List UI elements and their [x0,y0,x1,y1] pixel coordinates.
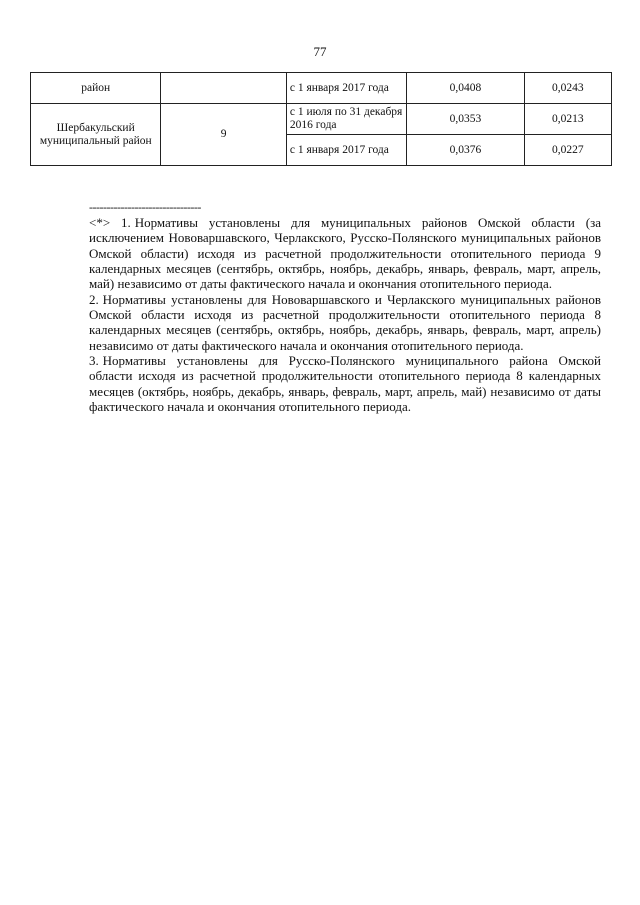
table-row [31,104,612,135]
value1-cell: 0,0376 [407,135,524,166]
value2-cell: 0,0227 [524,135,611,166]
value2-cell: 0,0213 [524,104,611,135]
value1-cell: 0,0353 [407,104,524,135]
footnotes [89,200,601,414]
footnote-3 [89,353,601,414]
footnote-text: Нормативы установлены для Русско-Полянского муниципального района Омской области исходя из расчетной продолжительности отопительного периода 8 календарных месяцев (октябрь, ноябрь, декабрь, январь, февраль, март, апрель, май) независимо от даты фактического начала и окончания отопительного периода. [89,353,601,415]
footnote-marker: 3. [89,353,99,369]
footnote-separator: -------------------------------- [89,200,201,214]
months-cell: 9 [161,104,286,166]
district-cell: Шербакульский муниципальный район [31,104,161,166]
footnote-text: Нормативы установлены для Нововаршавского и Черлакского муниципальных районов Омской области исходя из расчетной продолжительности отопительного периода 8 календарных месяцев (сентябрь, октябрь, ноябрь, декабрь, январь, февраль, март, апрель) независимо от даты фактического начала и окончания отопительного периода. [89,291,601,353]
footnote-marker: <*> 1. [89,215,131,231]
months-cell [161,73,286,104]
period-cell: с 1 января 2017 года [286,135,406,166]
norms-table [30,72,612,166]
district-cell: район [31,73,161,104]
table-row [31,73,612,104]
value1-cell: 0,0408 [407,73,524,104]
footnote-text: Нормативы установлены для муниципальных районов Омской области (за исключением Нововаршавского, Черлакского, Русско-Полянского муниципальных районов Омской области) исходя из расчетной продолжительности отопительного периода 9 календарных месяцев (сентябрь, октябрь, ноябрь, декабрь, январь, февраль, март, апрель, май) независимо от даты фактического начала и окончания отопительного периода. [89,215,601,292]
value2-cell: 0,0243 [524,73,611,104]
period-cell: с 1 июля по 31 декабря 2016 года [286,104,406,135]
period-cell: с 1 января 2017 года [286,73,406,104]
footnote-2 [89,292,601,353]
page-number: 77 [313,44,327,59]
footnote-1 [89,215,601,292]
footnote-marker: 2. [89,291,99,307]
